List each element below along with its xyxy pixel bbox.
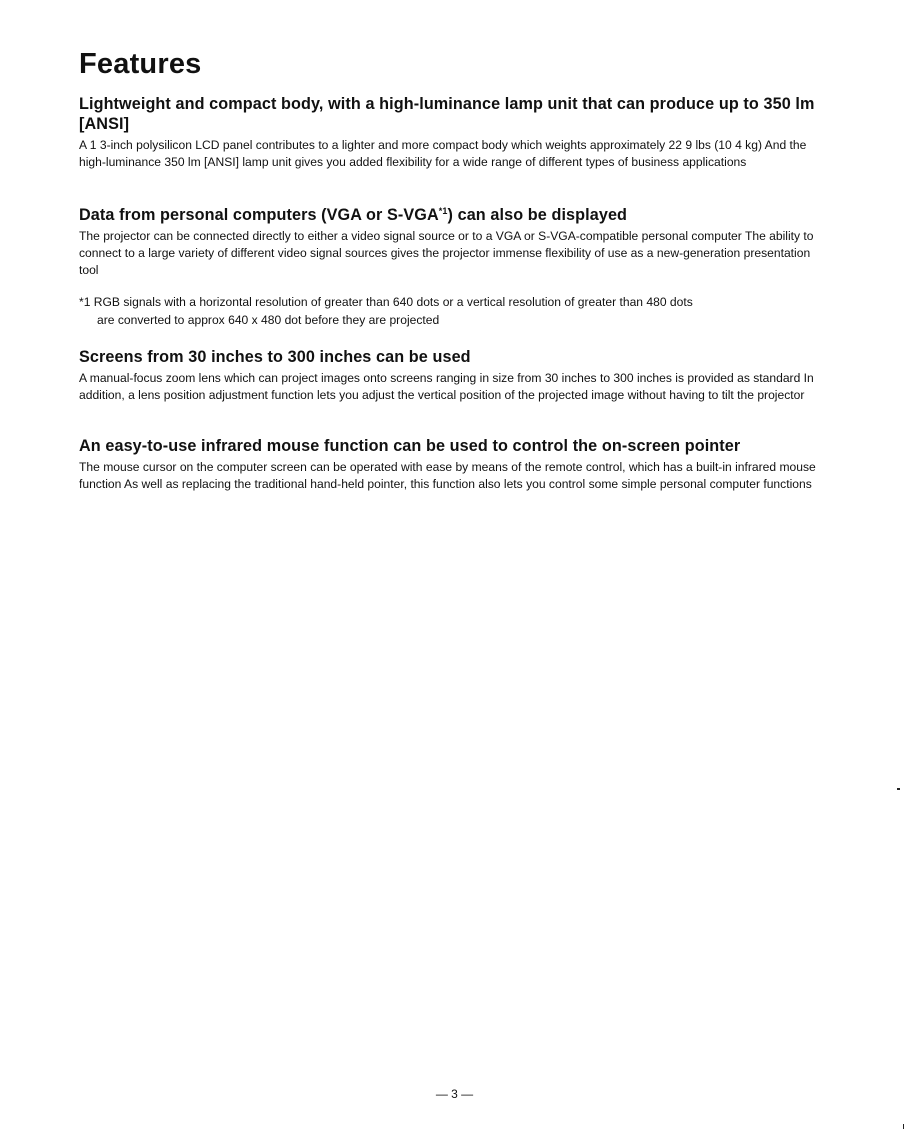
section-screen-sizes [79, 347, 819, 404]
section-body: The mouse cursor on the computer screen can be operated with ease by means of the remote control, which has a built-in infrared mouse function As well as replacing the traditional hand-held pointer, this function also lets you control some simple personal computer functions [79, 460, 816, 491]
section-heading [79, 205, 819, 225]
section-heading: Screens from 30 inches to 300 inches can be used [79, 348, 471, 366]
scan-speck [903, 1124, 904, 1129]
page-title: Features [79, 48, 202, 80]
footnote [79, 294, 824, 329]
heading-text-end: ) can also be displayed [447, 206, 628, 224]
scan-speck [897, 788, 900, 790]
footnote-line-1: *1 RGB signals with a horizontal resolution of greater than 640 dots or a vertical resolution of greater than 480 dots [79, 295, 693, 309]
footnote-marker: *1 [438, 206, 448, 216]
section-heading: An easy-to-use infrared mouse function can be used to control the on-screen pointer [79, 437, 741, 455]
footnote-line-2: are converted to approx 640 x 480 dot before they are projected [97, 312, 440, 327]
heading-text-start: Data from personal computers (VGA or S-VGA [79, 206, 439, 224]
section-personal-computers [79, 205, 819, 279]
section-heading: Lightweight and compact body, with a high-luminance lamp unit that can produce up to 350 lm [ANSI] [79, 95, 815, 133]
section-body: The projector can be connected directly to either a video signal source or to a VGA or S-VGA-compatible personal computer The ability to connect to a large variety of different video signal sources gives the projector immense flexibility of use as a new-generation presentation tool [79, 229, 814, 277]
section-infrared-mouse [79, 436, 819, 493]
section-body: A 1 3-inch polysilicon LCD panel contributes to a lighter and more compact body which weights approximately 22 9 lbs (10 4 kg) And the high-luminance 350 lm [ANSI] lamp unit gives you added flexibility for a wide range of different types of business applications [79, 138, 807, 169]
section-lightweight-body [79, 94, 819, 171]
section-body: A manual-focus zoom lens which can project images onto screens ranging in size from 30 inches to 300 inches is provided as standard In addition, a lens position adjustment function lets you adjust the vertical position of the projected image without having to tilt the projector [79, 371, 814, 402]
page-number: — 3 — [435, 1087, 474, 1101]
